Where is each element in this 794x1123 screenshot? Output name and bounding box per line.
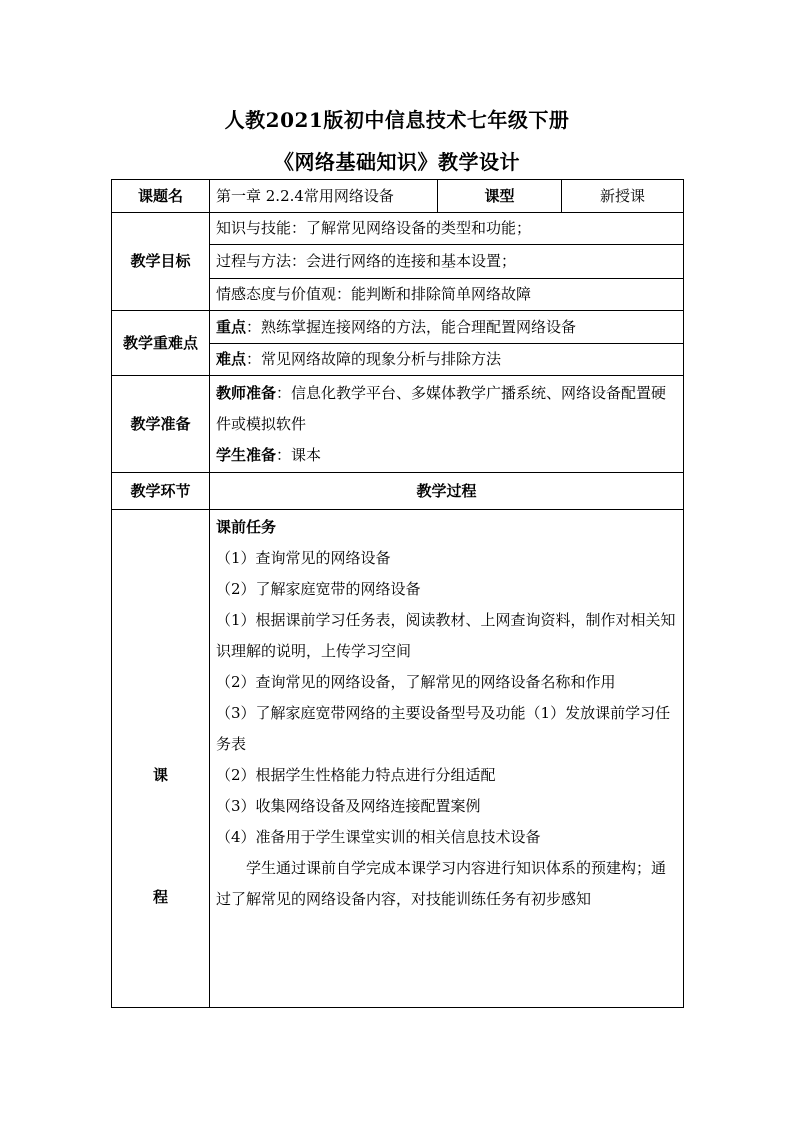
pre-line-5: （3）了解家庭宽带网络的主要设备型号及功能（1）发放课前学习任务表 [216, 704, 671, 753]
student-prep-tag: 学生准备 [216, 445, 277, 464]
difficult-point-text: ：常见网络故障的现象分析与排除方法 [246, 350, 502, 368]
prep-content [210, 376, 684, 473]
pre-line-2: （2）了解家庭宽带的网络设备 [216, 580, 421, 598]
difficult-point-tag: 难点 [216, 350, 247, 368]
document-title: 人教2021版初中信息技术七年级下册 [224, 108, 570, 132]
type-label: 课型 [438, 180, 562, 213]
pre-line-6: （2）根据学生性格能力特点进行分组适配 [216, 766, 496, 784]
pre-line-3: （1）根据课前学习任务表，阅读教材、上网查询资料，制作对相关知识理解的说明，上传学习空间 [216, 611, 676, 660]
student-prep-text: ：课本 [276, 445, 322, 464]
teacher-prep-tag: 教师准备 [216, 383, 277, 402]
pre-line-8: （4）准备用于学生课堂实训的相关信息技术设备 [216, 828, 541, 846]
pre-line-7: （3）收集网络设备及网络连接配置案例 [216, 797, 481, 815]
course-stage-cell [112, 510, 210, 1008]
type-value: 新授课 [562, 180, 684, 213]
stage-char-1: 课 [152, 766, 168, 784]
topic-value: 第一章 2.2.4常用网络设备 [210, 180, 438, 213]
row-course [112, 510, 684, 1008]
teacher-prep [216, 378, 677, 440]
keypoints-label: 教学重难点 [112, 311, 210, 376]
key-point-tag: 重点 [216, 317, 247, 336]
topic-label: 课题名 [112, 180, 210, 213]
goal-process: 过程与方法：会进行网络的连接和基本设置； [210, 245, 684, 279]
goal-knowledge: 知识与技能：了解常见网络设备的类型和功能； [210, 213, 684, 245]
lesson-plan-table [111, 179, 684, 1008]
goal-emotion: 情感态度与价值观：能判断和排除简单网络故障 [210, 279, 684, 311]
student-prep [216, 440, 677, 471]
stage-header: 教学环节 [112, 473, 210, 510]
goals-label: 教学目标 [112, 213, 210, 311]
pre-task-title: 课前任务 [216, 518, 277, 536]
pre-line-4: （2）查询常见的网络设备，了解常见的网络设备名称和作用 [216, 673, 616, 691]
difficult-point [210, 344, 684, 376]
row-key-point [112, 311, 684, 344]
key-point-text: ：熟练掌握连接网络的方法，能合理配置网络设备 [246, 317, 577, 336]
pre-line-1: （1）查询常见的网络设备 [216, 549, 391, 567]
row-process-header [112, 473, 684, 510]
row-goal-1 [112, 213, 684, 245]
summary-paragraph: 学生通过课前自学完成本课学习内容进行知识体系的预建构；通过了解常见的网络设备内容，对技能训练任务有初步感知 [216, 859, 667, 908]
course-content [210, 510, 684, 1008]
row-preparation [112, 376, 684, 473]
stage-char-2: 程 [152, 888, 168, 906]
key-point [210, 311, 684, 344]
teacher-prep-text: ：信息化教学平台、多媒体教学广播系统、网络设备配置硬件或模拟软件 [216, 383, 667, 433]
row-topic [112, 180, 684, 213]
prep-label: 教学准备 [112, 376, 210, 473]
process-header: 教学过程 [210, 473, 684, 510]
document-subtitle: 《网络基础知识》教学设计 [274, 150, 520, 174]
